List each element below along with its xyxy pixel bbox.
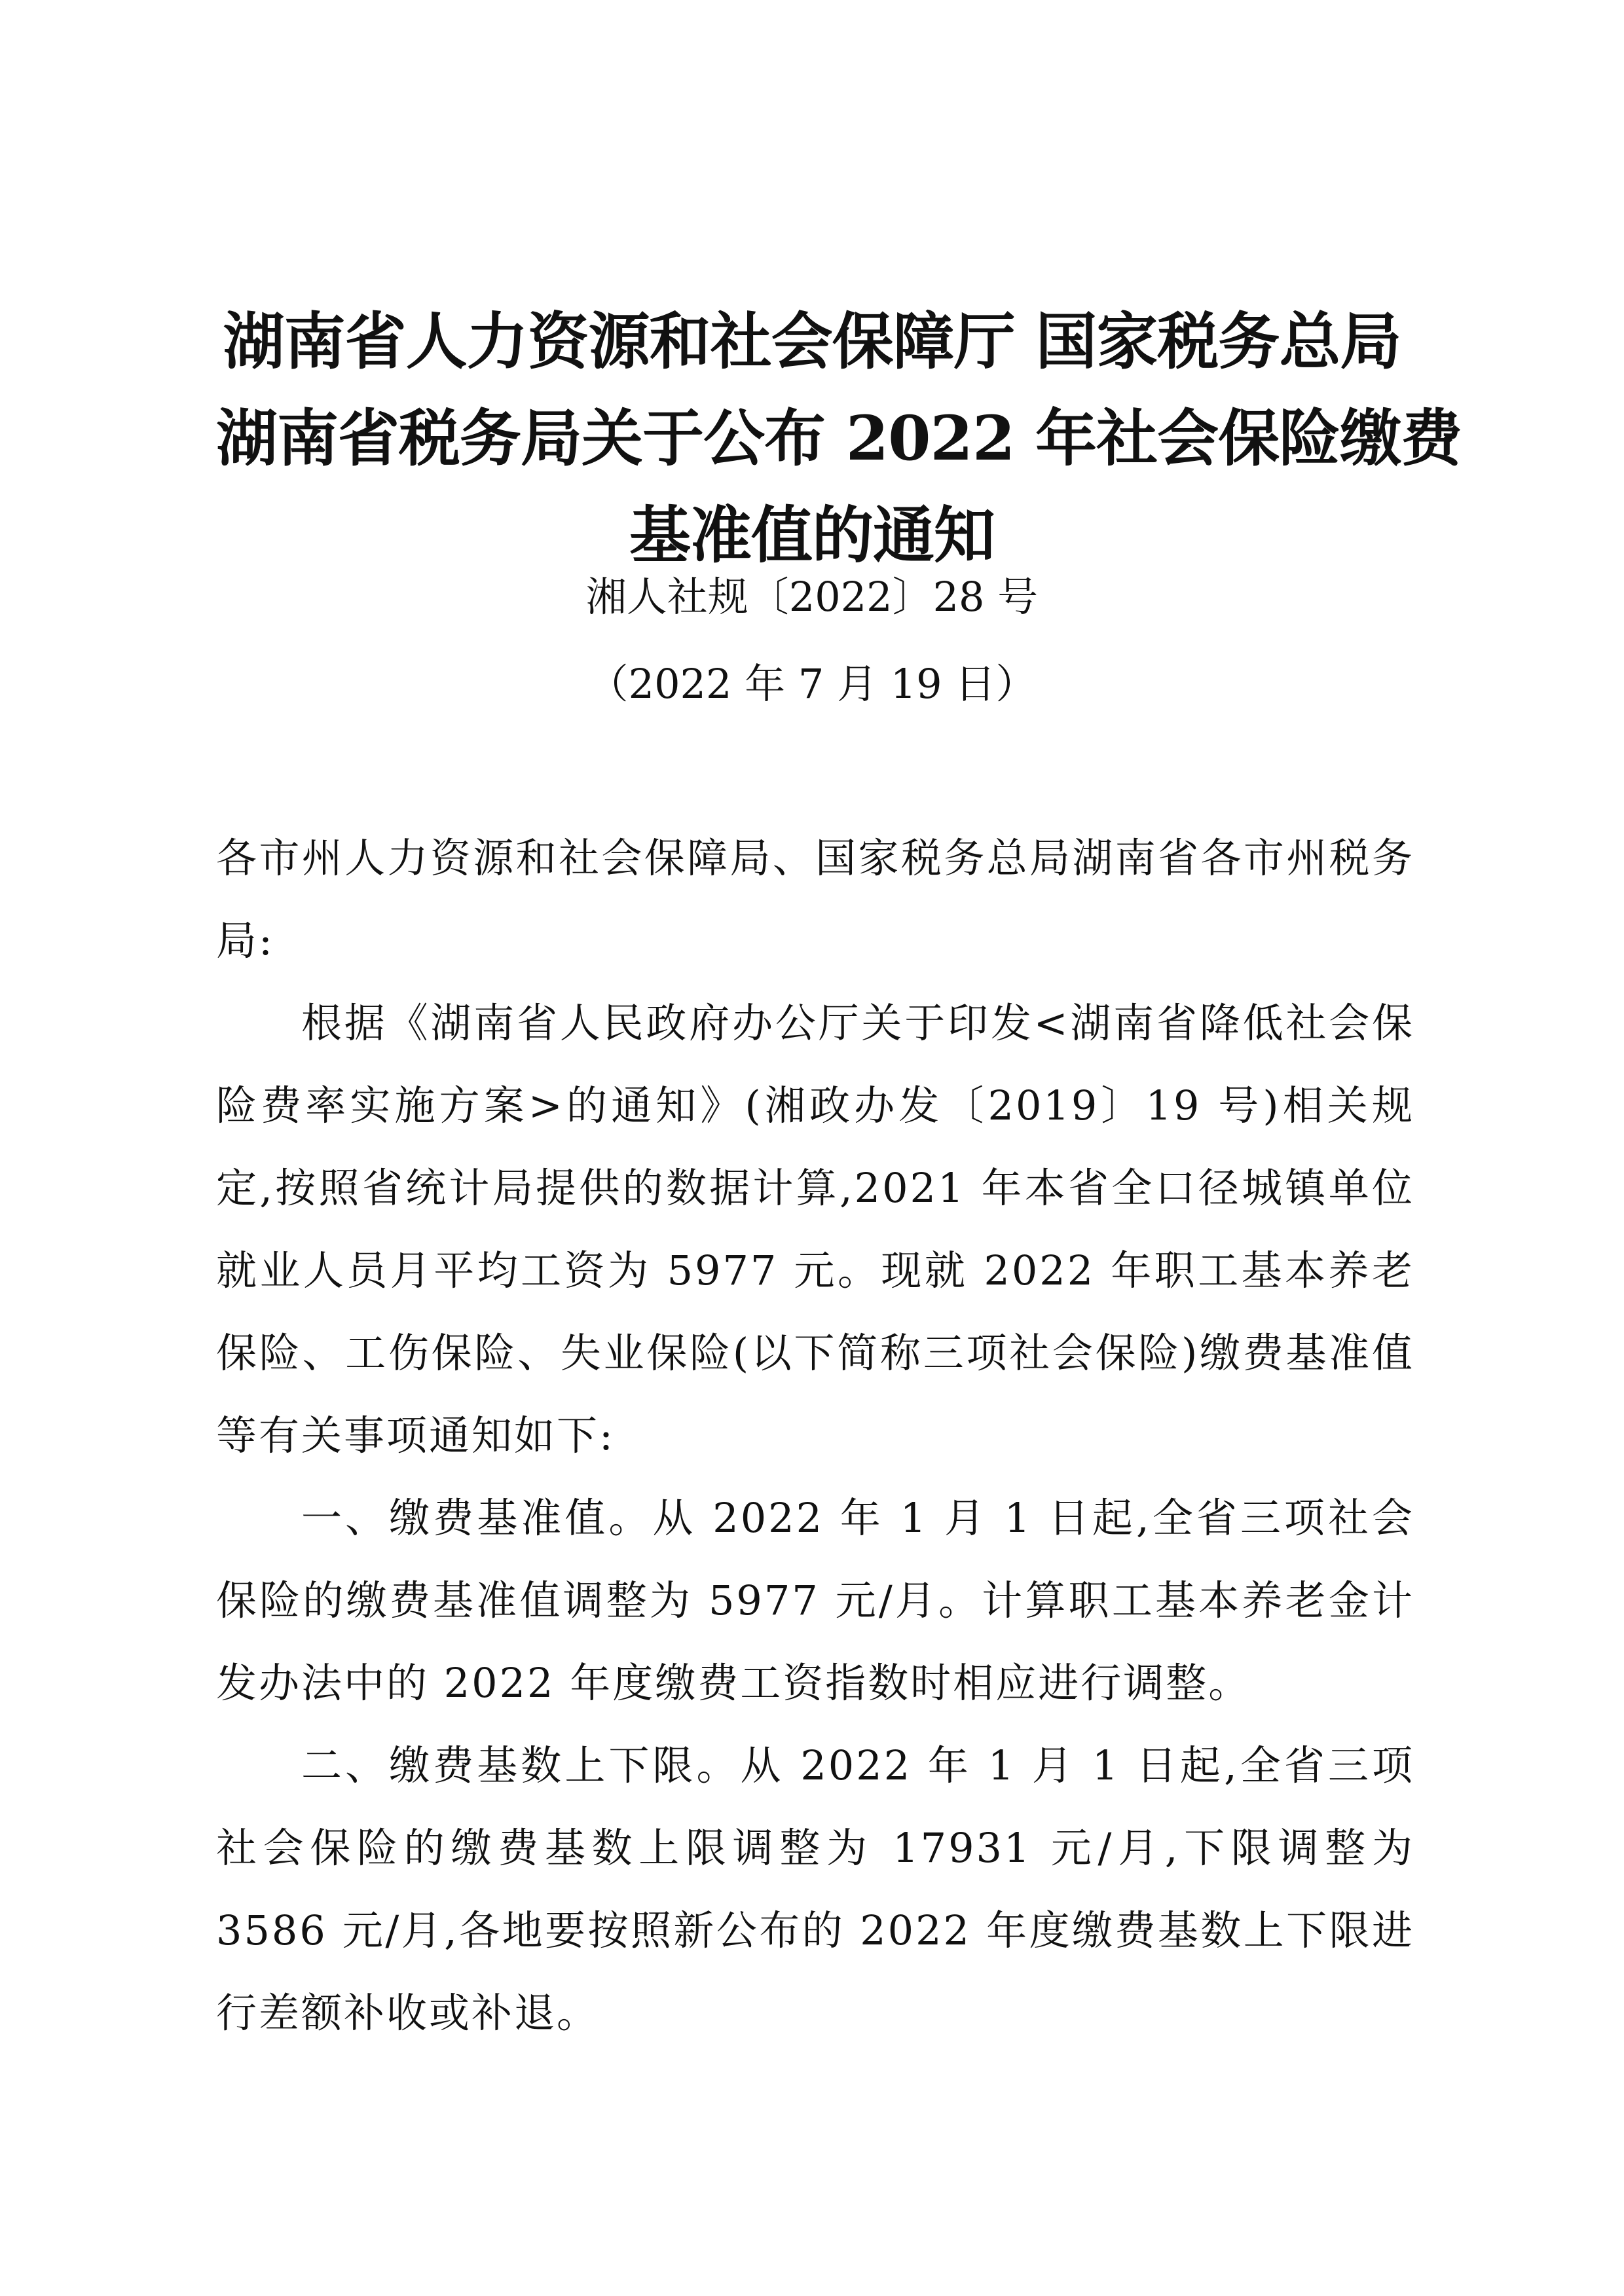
document-number: 湘人社规〔2022〕28 号 <box>585 573 1039 621</box>
paragraph-1: 根据《湖南省人民政府办公厅关于印发<湖南省降低社会保险费率实施方案>的通知》(湘政办发〔2019〕19 号)相关规定,按照省统计局提供的数据计算,2021 年本省全口径城镇单位就业人员月平均工资为 5977 元。现就 2022 年职工基本养老保险、工伤保险、失业保险(以下简称三项社会保险)缴费基准值等有关事项通知如下: <box>216 999 1414 1459</box>
salutation: 各市州人力资源和社会保障局、国家税务总局湖南省各市州税务局: <box>216 834 1414 964</box>
title-line-1: 湖南省人力资源和社会保障厅 国家税务总局 <box>223 306 1401 378</box>
document-body <box>216 817 1414 2054</box>
title-line-2: 湖南省税务局关于公布 2022 年社会保险缴费 <box>216 403 1462 475</box>
title-line-3: 基准值的通知 <box>629 500 995 572</box>
document-title <box>216 293 1462 584</box>
document-date: （2022 年 7 月 19 日） <box>587 660 1037 708</box>
paragraph-2: 一、缴费基准值。从 2022 年 1 月 1 日起,全省三项社会保险的缴费基准值调整为 5977 元/月。计算职工基本养老金计发办法中的 2022 年度缴费工资指数时相应进行调整。 <box>216 1494 1414 1707</box>
paragraph-3: 二、缴费基数上下限。从 2022 年 1 月 1 日起,全省三项社会保险的缴费基数上限调整为 17931 元/月,下限调整为 3586 元/月,各地要按照新公布的 2022 年度缴费基数上下限进行差额补收或补退。 <box>216 1741 1414 2037</box>
